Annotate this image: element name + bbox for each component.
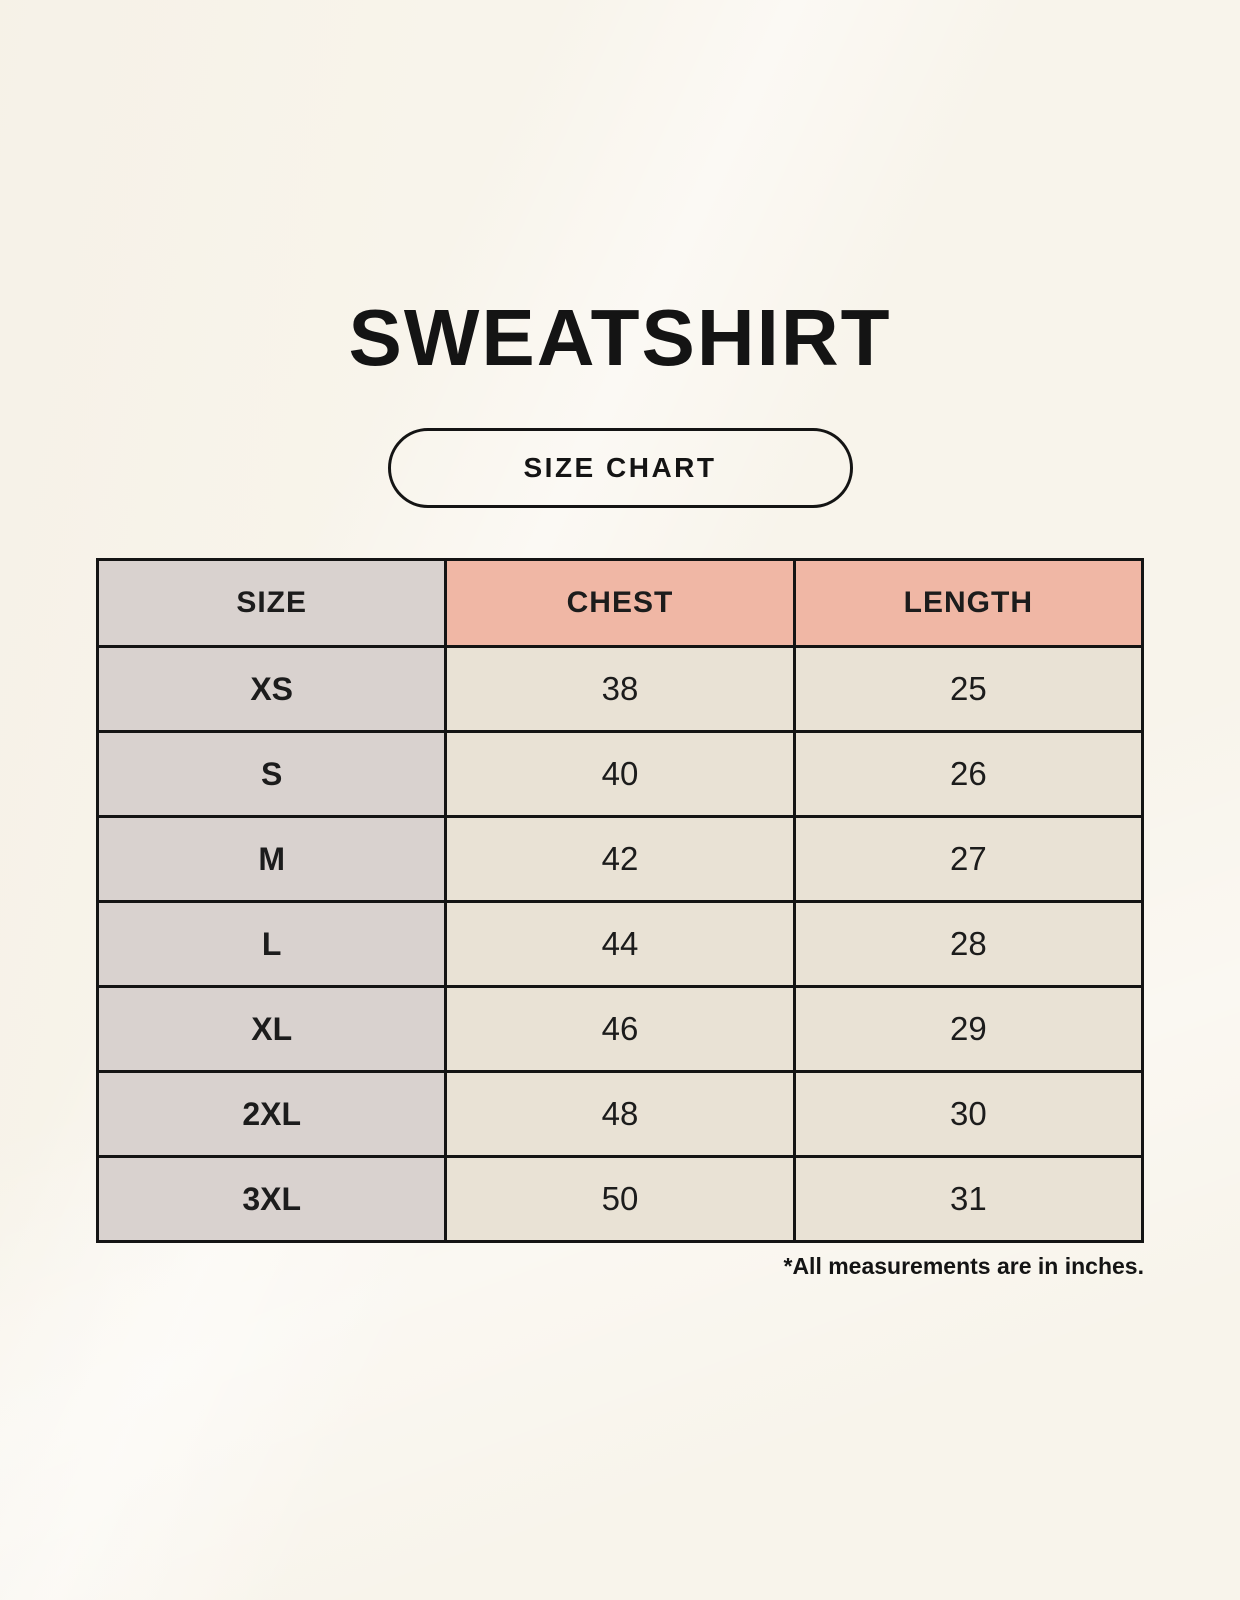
size-chart-table <box>96 558 1144 1243</box>
row-label: 3XL <box>98 1157 446 1242</box>
measurements-footnote: *All measurements are in inches. <box>783 1253 1144 1279</box>
row-label: M <box>98 817 446 902</box>
table-row-xs <box>98 647 1143 732</box>
column-header-chest: CHEST <box>446 560 794 647</box>
row-label: XS <box>98 647 446 732</box>
cell-chest: 38 <box>446 647 794 732</box>
table-row-2xl <box>98 1072 1143 1157</box>
cell-length: 29 <box>794 987 1142 1072</box>
table-row-3xl <box>98 1157 1143 1242</box>
cell-chest: 48 <box>446 1072 794 1157</box>
column-header-length: LENGTH <box>794 560 1142 647</box>
row-label: XL <box>98 987 446 1072</box>
cell-length: 28 <box>794 902 1142 987</box>
row-label: L <box>98 902 446 987</box>
cell-length: 25 <box>794 647 1142 732</box>
table-row-xl <box>98 987 1143 1072</box>
cell-chest: 46 <box>446 987 794 1072</box>
table-row-s <box>98 732 1143 817</box>
cell-chest: 42 <box>446 817 794 902</box>
table-header-row <box>98 560 1143 647</box>
row-label: 2XL <box>98 1072 446 1157</box>
cell-length: 31 <box>794 1157 1142 1242</box>
table-row-l <box>98 902 1143 987</box>
cell-chest: 40 <box>446 732 794 817</box>
size-chart-button[interactable]: SIZE CHART <box>388 428 853 508</box>
cell-length: 26 <box>794 732 1142 817</box>
row-label: S <box>98 732 446 817</box>
column-header-size: SIZE <box>98 560 446 647</box>
cell-length: 27 <box>794 817 1142 902</box>
table-row-m <box>98 817 1143 902</box>
cell-length: 30 <box>794 1072 1142 1157</box>
page-title: SWEATSHIRT <box>348 293 892 382</box>
cell-chest: 50 <box>446 1157 794 1242</box>
cell-chest: 44 <box>446 902 794 987</box>
